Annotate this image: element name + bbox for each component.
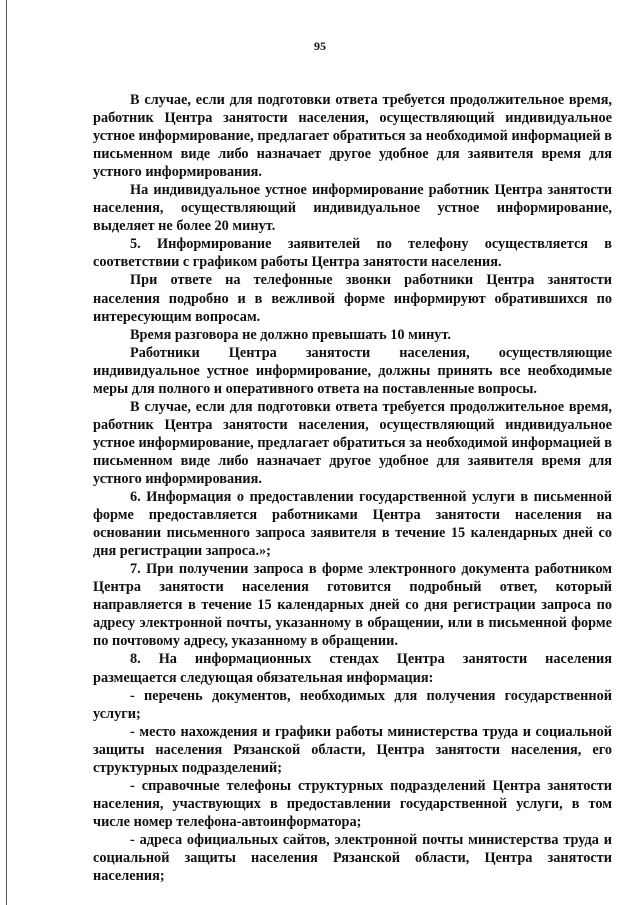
paragraph: На индивидуальное устное информирование работник Центра занятости населения, осуществляющий индивидуальное устное информирование, выделяет не более 20 минут. [93,182,612,235]
page-edge-line [6,0,7,905]
paragraph: В случае, если для подготовки ответа требуется продолжительное время, работник Центра занятости населения, осуществляющий индивидуальное устное информирование, предлагает обратиться за необходимой информацией в письменном виде либо назначает другое удобное для заявителя время для устного информирования. [93,398,612,487]
paragraph: Время разговора не должно превышать 10 минут. [130,326,451,343]
paragraph: 6. Информация о предоставлении государственной услуги в письменной форме предоставляется работниками Центра занятости населения на основании письменного запроса заявителя в течение 15 календарных дней со дня регистрации запроса.»; [93,489,612,560]
paragraph: 7. При получении запроса в форме электронного документа работником Центра занятости населения готовится подробный ответ, который направляется в течение 15 календарных дней со дня регистрации запроса по адресу электронной почты, указанному в обращении, или в письменной форме по почтовому адресу, указанному в обращении. [93,561,612,650]
paragraph: При ответе на телефонные звонки работники Центра занятости населения подробно и в вежливой форме информируют обратившихся по интересующим вопросам. [93,272,612,325]
paragraph: Работники Центра занятости населения, осуществляющие индивидуальное устное информирование, должны принять все необходимые меры для полного и оперативного ответа на поставленные вопросы. [93,344,612,397]
list-item: - место нахождения и графики работы министерства труда и социальной защиты населения Рязанской области, Центра занятости населения, его структурных подразделений; [93,723,612,776]
list-item: - адреса официальных сайтов, электронной почты министерства труда и социальной защиты населения Рязанской области, Центра занятости населения; [93,831,612,885]
document-body [93,91,612,885]
page-number: 95 [314,39,326,53]
paragraph: В случае, если для подготовки ответа требуется продолжительное время, работник Центра занятости населения, осуществляющий индивидуальное устное информирование, предлагает обратиться за необходимой информацией в письменном виде либо назначает другое удобное для заявителя время для устного информирования. [93,92,612,181]
paragraph: 8. На информационных стендах Центра занятости населения размещается следующая обязательная информация: [93,651,612,686]
paragraph: 5. Информирование заявителей по телефону осуществляется в соответствии с графиком работы Центра занятости населения. [93,236,612,271]
list-item: - перечень документов, необходимых для получения государственной услуги; [93,687,612,722]
list-item: - справочные телефоны структурных подразделений Центра занятости населения, участвующих в предоставлении государственной услуги, в том числе номер телефона-автоинформатора; [93,777,612,830]
